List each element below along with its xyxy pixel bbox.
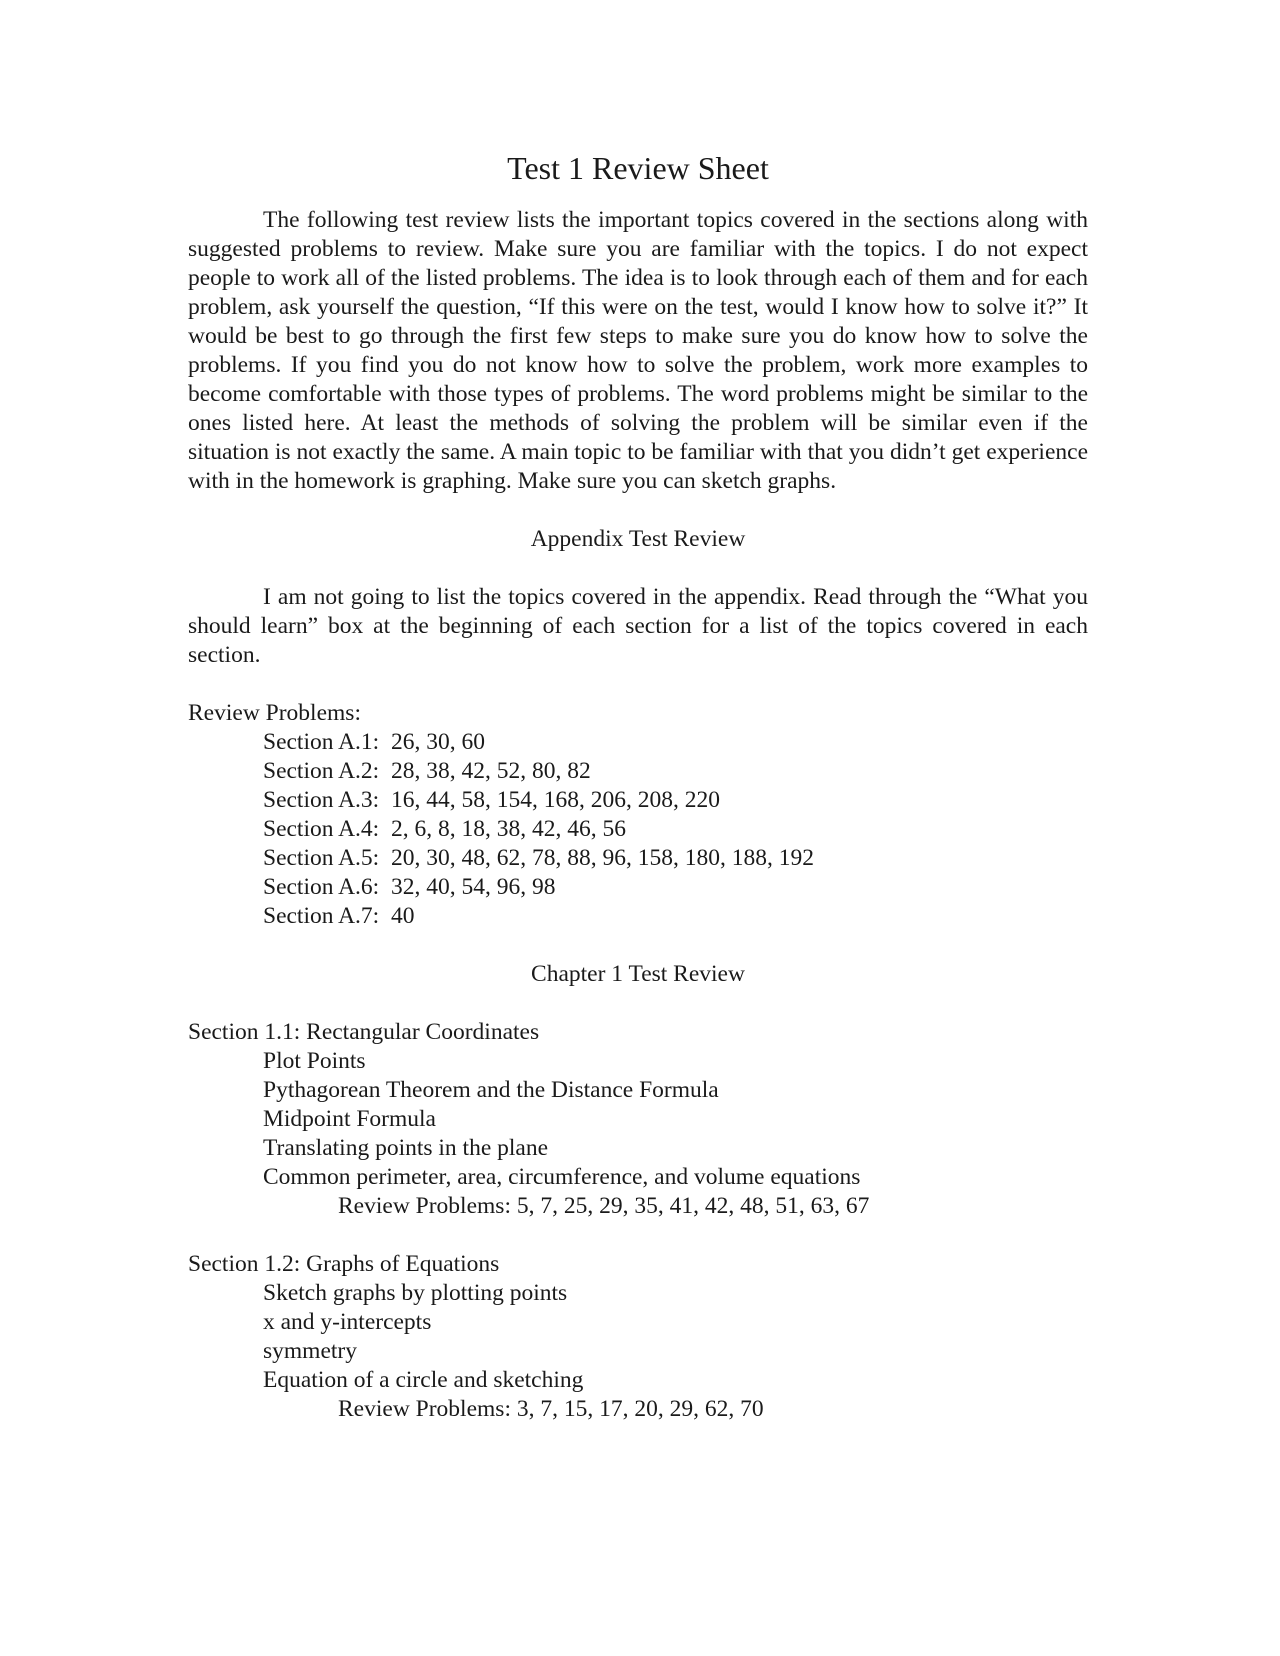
section-label: Section A.2: xyxy=(263,758,380,784)
section-label: Section A.6: xyxy=(263,874,380,900)
list-item xyxy=(188,844,1088,873)
section-label: Section A.4: xyxy=(263,816,380,842)
section-title: Section 1.2: Graphs of Equations xyxy=(188,1251,500,1277)
section-label: Section A.5: xyxy=(263,845,380,871)
section-problems: 20, 30, 48, 62, 78, 88, 96, 158, 180, 188, 192 xyxy=(390,845,814,871)
review-problems: Review Problems: 3, 7, 15, 17, 20, 29, 62, 70 xyxy=(338,1396,764,1422)
list-item xyxy=(188,757,1088,786)
topic-item: Plot Points xyxy=(263,1048,366,1074)
appendix-paragraph: I am not going to list the topics covered in the appendix. Read through the “What you should learn” box at the beginning of each section for a list of the topics covered in each section. xyxy=(188,584,1088,668)
section-1-1 xyxy=(188,1018,1088,1221)
section-problems: 32, 40, 54, 96, 98 xyxy=(390,874,556,900)
section-1-2 xyxy=(188,1250,1088,1424)
section-label: Section A.7: xyxy=(263,903,380,929)
section-title: Section 1.1: Rectangular Coordinates xyxy=(188,1019,540,1045)
chapter1-heading: Chapter 1 Test Review xyxy=(531,961,745,987)
section-problems: 28, 38, 42, 52, 80, 82 xyxy=(390,758,591,784)
topic-item: Midpoint Formula xyxy=(263,1106,436,1132)
list-item xyxy=(188,902,1088,931)
intro-paragraph: The following test review lists the important topics covered in the sections along with suggested problems to review. Make sure you are familiar with the topics. I do not expect people to work all of the listed problems. The idea is to look through each of them and for each problem, ask yourself the question, “If this were on the test, would I know how to solve it?” It would be best to go through the first few steps to make sure you do know how to solve the problems. If you find you do not know how to solve the problem, work more examples to become comfortable with those types of problems. The word problems might be similar to the ones listed here. At least the methods of solving the problem will be similar even if the situation is not exactly the same. A main topic to be familiar with that you didn’t get experience with in the homework is graphing. Make sure you can sketch graphs. xyxy=(188,207,1088,494)
section-problems: 40 xyxy=(390,903,415,929)
list-item xyxy=(188,786,1088,815)
list-item xyxy=(188,728,1088,757)
appendix-review-label: Review Problems: xyxy=(188,700,361,726)
topic-item: x and y-intercepts xyxy=(263,1309,432,1335)
list-item xyxy=(188,873,1088,902)
topic-item: Common perimeter, area, circumference, and volume equations xyxy=(263,1164,861,1190)
section-problems: 16, 44, 58, 154, 168, 206, 208, 220 xyxy=(390,787,720,813)
topic-item: Equation of a circle and sketching xyxy=(263,1367,584,1393)
appendix-heading: Appendix Test Review xyxy=(530,526,746,552)
section-problems: 2, 6, 8, 18, 38, 42, 46, 56 xyxy=(390,816,626,842)
topic-item: Pythagorean Theorem and the Distance Formula xyxy=(263,1077,719,1103)
topic-item: symmetry xyxy=(263,1338,357,1364)
review-problems: Review Problems: 5, 7, 25, 29, 35, 41, 42, 48, 51, 63, 67 xyxy=(338,1193,870,1219)
list-item xyxy=(188,815,1088,844)
page-title: Test 1 Review Sheet xyxy=(507,150,769,186)
topic-item: Sketch graphs by plotting points xyxy=(263,1280,568,1306)
document-page xyxy=(188,148,1088,1424)
section-label: Section A.3: xyxy=(263,787,380,813)
topic-item: Translating points in the plane xyxy=(263,1135,549,1161)
section-problems: 26, 30, 60 xyxy=(390,729,485,755)
section-label: Section A.1: xyxy=(263,729,380,755)
appendix-review-list xyxy=(188,728,1088,931)
